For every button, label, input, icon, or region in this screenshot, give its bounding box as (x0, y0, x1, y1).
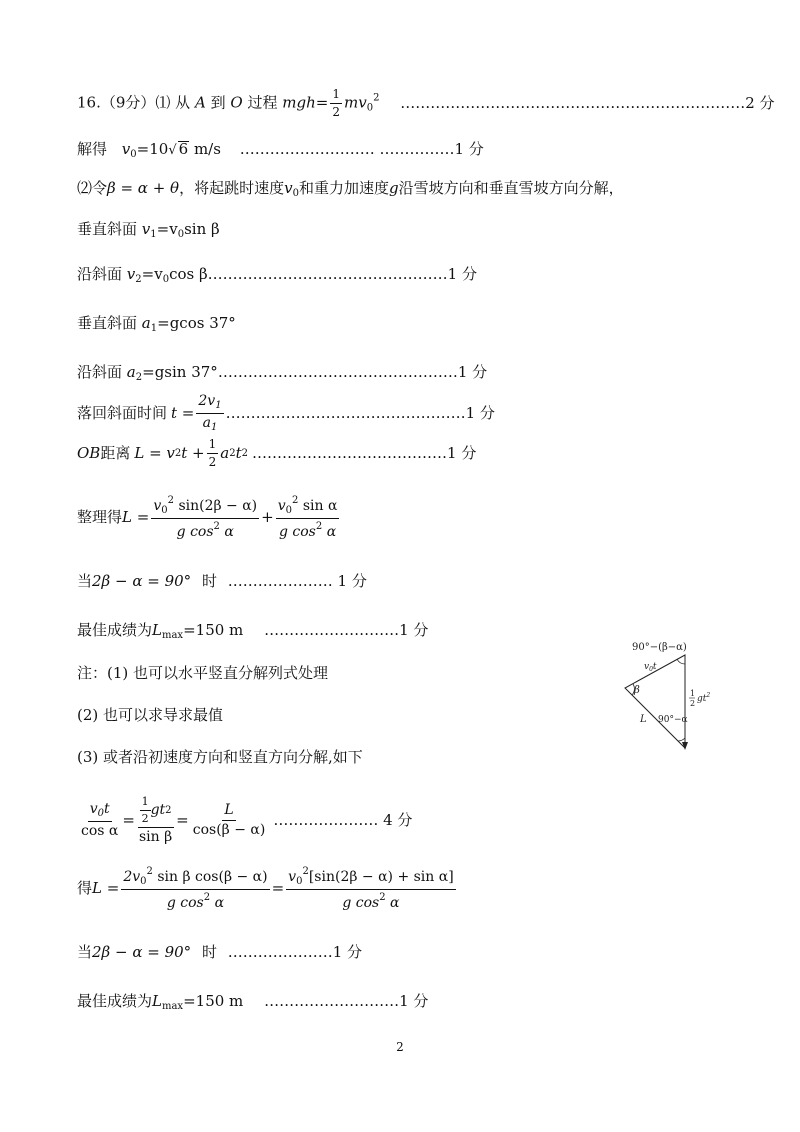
var-t: t (235, 444, 242, 463)
unit: m/s (193, 140, 221, 158)
num-2v: 2v (198, 393, 216, 409)
when2-line (77, 945, 362, 960)
fraction-3 (191, 803, 268, 839)
score-dots: ……………………… ……………1 分 (239, 140, 484, 158)
subscript: 1 (150, 229, 157, 240)
note-text: (3) 或者沿初速度方向和竖直方向分解,如下 (77, 748, 363, 766)
score-dots: …………………………………1 分 (252, 444, 477, 463)
label-ob: OB (77, 444, 101, 463)
point-o: O (230, 93, 243, 112)
label: 沿斜面 (77, 265, 123, 283)
var-gt: gt (150, 801, 166, 818)
label: 当 (77, 943, 93, 961)
superscript: 2 (167, 495, 174, 506)
frac-den: cos(β − α) (192, 822, 266, 839)
var-g: g (388, 179, 399, 197)
label: 最佳成绩为 (77, 992, 153, 1010)
den-gcos: g cos (279, 524, 316, 540)
var-t: t = (171, 404, 195, 422)
label: 距离 (100, 444, 131, 463)
best2-line (77, 994, 428, 1012)
dist-line (77, 438, 476, 469)
subscript: max (161, 630, 184, 641)
subscript: 1 (215, 400, 222, 411)
subscript: 0 (140, 876, 147, 887)
score-dots: ………………… 4 分 (273, 811, 413, 830)
sup: 2 (706, 692, 711, 699)
subscript: 0 (162, 274, 170, 285)
var-L: L = (122, 508, 150, 527)
solve-label: 解得 (77, 140, 108, 158)
label-v0t (644, 662, 657, 673)
note-3 (77, 750, 363, 765)
superscript: 2 (379, 892, 386, 903)
frac-den: 2 (208, 455, 217, 470)
frac-den (340, 890, 401, 911)
superscript: 2 (373, 92, 380, 104)
part2-text: 沿雪坡方向和垂直雪坡方向分解， (398, 179, 624, 197)
label: 垂直斜面 (77, 220, 138, 238)
plus: + (261, 508, 274, 527)
subscript: 2 (135, 372, 143, 383)
term-mgh: mgh (282, 93, 316, 112)
note-text: 注：(1) 也可以水平竖直分解列式处理 (77, 664, 329, 682)
ratio-line (77, 796, 412, 846)
equals: = (271, 879, 285, 898)
fraction-1 (151, 495, 259, 540)
score-dots: ……………………………………………………………2 分 (400, 93, 775, 112)
score-dots: …………………………………………1 分 (207, 265, 477, 283)
var-L: L (152, 621, 162, 639)
frac-num (138, 796, 174, 828)
var-a: a (126, 363, 136, 381)
when1-line (77, 574, 367, 589)
page-number: 2 (396, 1040, 404, 1054)
score-dots: ………………………1 分 (264, 992, 429, 1010)
fraction-2 (286, 866, 456, 911)
sqrt-sign: √ (168, 143, 177, 158)
den-gcos: g cos (176, 524, 214, 540)
v: v (644, 662, 650, 672)
label: 得 (77, 879, 93, 898)
along-v-line (77, 267, 477, 285)
condition: 2β − α = 90° (92, 943, 192, 961)
subscript: 0 (177, 229, 185, 240)
frac-den (201, 414, 220, 433)
frac-num: 1 (207, 438, 219, 454)
best1-line (77, 623, 428, 641)
subscript: 0 (292, 188, 299, 199)
den-alpha: α (385, 895, 400, 911)
gt: gt (697, 694, 707, 704)
frac-num: 1 (140, 796, 151, 811)
point-a: A (194, 93, 206, 112)
label: 垂直斜面 (77, 314, 138, 332)
cos-beta: cos β (169, 265, 208, 283)
label-gt2 (697, 692, 710, 704)
subscript: 2 (174, 447, 182, 459)
superscript: 2 (241, 447, 249, 459)
frac-num (286, 866, 456, 890)
var-v: v (89, 801, 98, 818)
num-rest: [sin(2β − α) + sin α] (308, 869, 454, 885)
solve-line (77, 141, 484, 160)
score-dots: …………………1 分 (227, 943, 363, 961)
label-beta: β (634, 685, 640, 696)
frac-num (276, 495, 340, 519)
subscript: 2 (229, 447, 236, 459)
var-v: v (153, 498, 162, 514)
equals-v: =v (141, 265, 163, 283)
frac-den: 2 (332, 105, 340, 120)
text-to: 到 (210, 93, 226, 112)
frac-num: L (222, 803, 235, 821)
var-2v: 2v (123, 869, 141, 885)
subscript: 1 (150, 323, 158, 334)
var-v: v (288, 869, 297, 885)
text: 时 (201, 572, 217, 590)
equals-10: =10 (136, 140, 169, 158)
var-v: v (141, 220, 151, 238)
num-rest: sin β cos(β − α) (152, 869, 268, 885)
label: 当 (77, 572, 93, 590)
superscript: 2 (292, 495, 299, 506)
text: 时 (201, 943, 217, 961)
den-alpha: α (210, 895, 225, 911)
along-a-line (77, 365, 487, 383)
equals: = (315, 93, 329, 112)
num-rest: sin α (298, 498, 338, 514)
part2-text: ，将起跳时速度 (179, 179, 285, 197)
part2-line (77, 181, 624, 199)
label: 沿斜面 (77, 363, 123, 381)
subscript: 2 (135, 274, 142, 285)
label: 整理得 (77, 508, 123, 527)
tidy-line (77, 495, 341, 540)
num-rest: sin(2β − α) (174, 498, 258, 514)
equals: = (176, 811, 189, 830)
den-gcos: g cos (166, 895, 204, 911)
beta-equation: β = α + θ (107, 179, 180, 197)
part2-text: 和重力加速度 (298, 179, 389, 197)
frac-den: sin β (138, 829, 173, 846)
subscript: 0 (366, 102, 374, 114)
gcos37: =gcos 37° (157, 314, 236, 332)
triangle-diagram (610, 630, 720, 760)
label: 最佳成绩为 (77, 621, 153, 639)
note-2 (77, 708, 223, 723)
subscript: 0 (97, 808, 104, 820)
fraction-half (207, 438, 219, 469)
sqrt-radicand: 6 (178, 140, 189, 158)
superscript: 2 (146, 866, 153, 877)
sub: 0 (649, 666, 653, 673)
label-top-angle: 90°−(β−α) (632, 642, 687, 653)
fraction-half (140, 796, 151, 825)
fraction-half (330, 88, 342, 119)
part2-label: ⑵令 (77, 179, 108, 197)
var-v: v (121, 140, 131, 158)
q16-line (77, 88, 775, 119)
subscript: 1 (210, 422, 218, 433)
den-gcos: g cos (342, 895, 380, 911)
subscript: max (161, 1001, 184, 1012)
frac-num: 1 (330, 88, 342, 104)
var-L: L = (92, 879, 120, 898)
den-alpha: α (219, 524, 234, 540)
den-a: a (202, 415, 211, 431)
note-text: (2) 也可以求导求最值 (77, 706, 224, 724)
frac-den: 2 (141, 812, 149, 826)
score-dots: ………………………1 分 (264, 621, 429, 639)
subscript: 0 (296, 876, 303, 887)
superscript: 2 (315, 521, 323, 532)
value: =150 m (183, 992, 244, 1010)
var-v: v (284, 179, 293, 197)
fraction-2 (137, 796, 174, 846)
superscript: 2 (165, 805, 172, 817)
condition: 2β − α = 90° (92, 572, 192, 590)
time-line (77, 394, 495, 433)
term-mv: mv (343, 93, 367, 112)
frac-den: cos α (81, 823, 119, 840)
frac-num (196, 394, 223, 414)
label-half-den: 2 (690, 699, 696, 708)
superscript: 2 (213, 521, 220, 532)
var-L: L = v (134, 444, 175, 463)
q16-header: 16.（9分）⑴ 从 (77, 93, 191, 112)
perp-v-line (77, 222, 220, 240)
sin-beta: sin β (184, 220, 220, 238)
frac-den (175, 519, 236, 540)
var-t: t (104, 801, 110, 818)
subscript: 0 (161, 505, 168, 516)
note-1 (77, 666, 328, 681)
subscript: 0 (130, 149, 137, 160)
label-half-num: 1 (690, 689, 696, 698)
frac-num (88, 802, 112, 822)
equals: = (122, 811, 135, 830)
var-v: v (126, 265, 136, 283)
top-angle-arc (677, 659, 685, 664)
den-alpha: α (322, 524, 337, 540)
result-line (77, 866, 458, 911)
frac-num (121, 866, 269, 890)
superscript: 2 (302, 866, 309, 877)
var-a: a (220, 444, 230, 463)
equals-v: =v (156, 220, 178, 238)
label-bottom-angle: 90°−α (658, 715, 688, 725)
frac-den (277, 519, 338, 540)
fraction-1 (121, 866, 269, 911)
fraction-1 (79, 802, 120, 839)
subscript: 0 (285, 505, 293, 516)
var-a: a (141, 314, 151, 332)
perp-a-line (77, 316, 236, 334)
var-L: L (152, 992, 162, 1010)
t: t (652, 662, 657, 672)
bottom-angle-arc (678, 738, 685, 741)
score-dots: …………………………………………1 分 (217, 363, 488, 381)
gsin37: =gsin 37° (142, 363, 218, 381)
frac-num (151, 495, 259, 519)
var-t: t + (181, 444, 205, 463)
label-L: L (640, 714, 647, 725)
label: 落回斜面时间 (77, 404, 168, 422)
var-v: v (277, 498, 286, 514)
superscript: 2 (203, 892, 211, 903)
fraction-time (196, 394, 223, 433)
score-dots: ………………… 1 分 (227, 572, 367, 590)
value: =150 m (183, 621, 244, 639)
frac-den (165, 890, 226, 911)
fraction-2 (276, 495, 340, 540)
text-process: 过程 (247, 93, 278, 112)
score-dots: …………………………………………1 分 (225, 404, 495, 422)
